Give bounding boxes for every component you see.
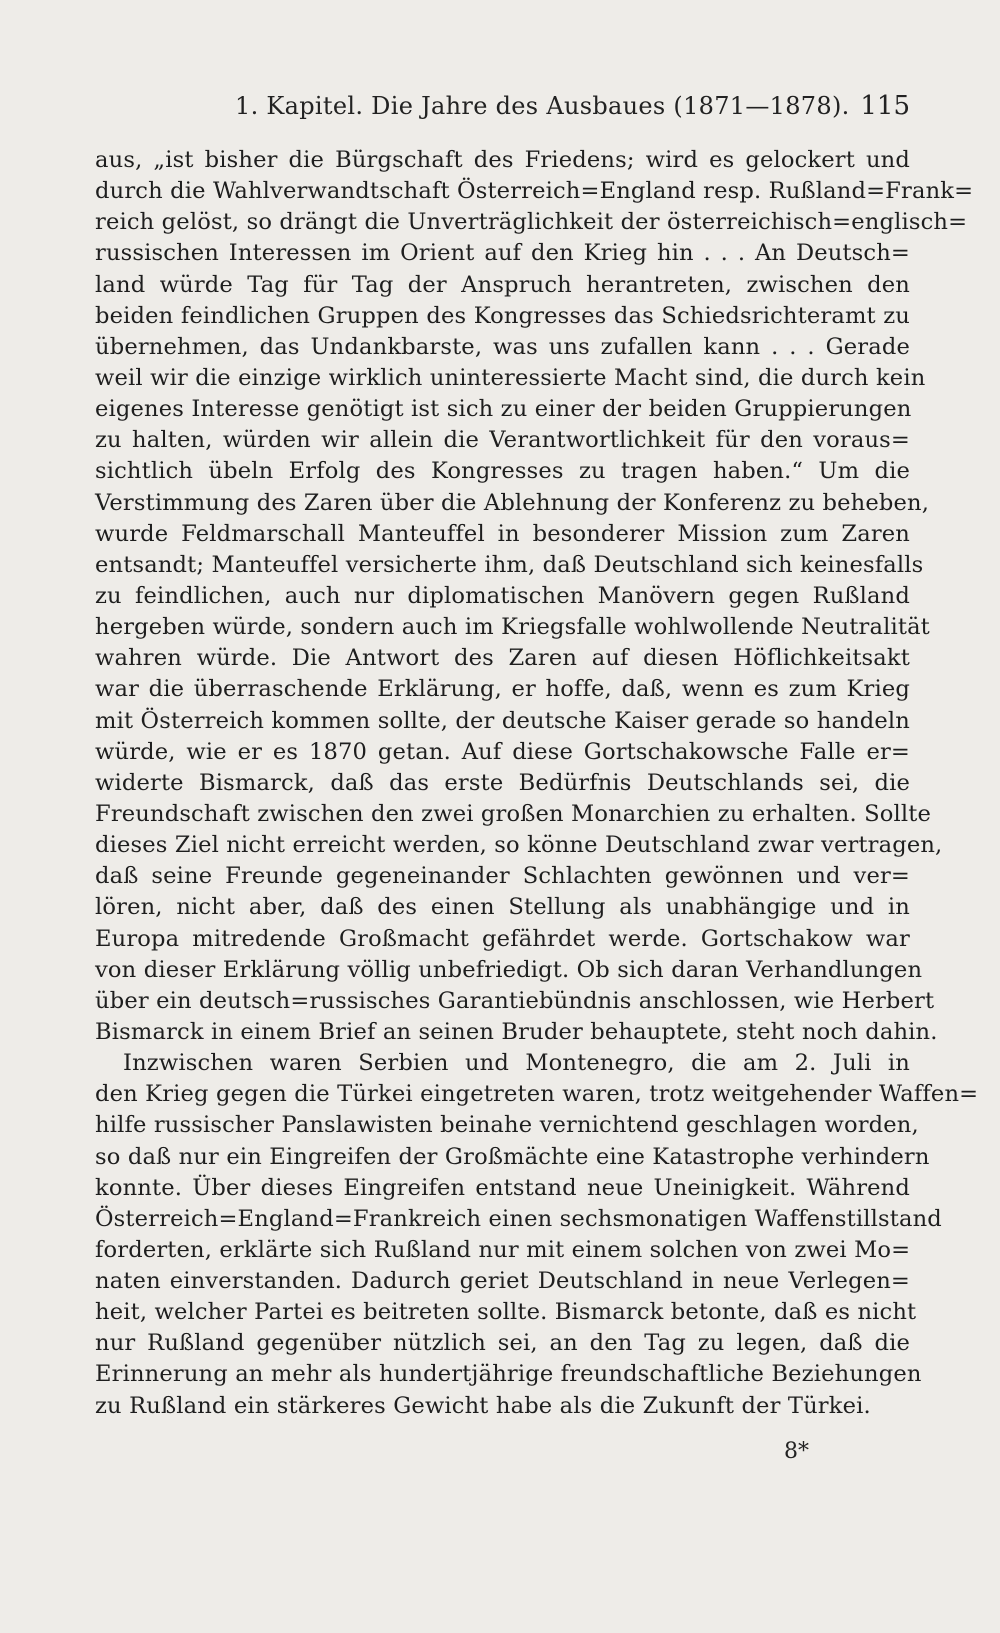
text-line: naten einverstanden. Dadurch geriet Deutschland in neue Verlegen= — [95, 1268, 910, 1295]
text-line: wurde Feldmarschall Manteuffel in besonderer Mission zum Zaren — [95, 520, 910, 547]
paragraph-1 — [95, 145, 974, 1048]
text-line: forderten, erklärte sich Rußland nur mit einem solchen von zwei Mo= — [95, 1236, 911, 1263]
text-line: aus, „ist bisher die Bürgschaft des Friedens; wird es gelockert und — [95, 147, 910, 173]
text-line: russischen Interessen im Orient auf den Krieg hin . . . An Deutsch= — [95, 240, 910, 267]
text-line: dieses Ziel nicht erreicht werden, so könne Deutschland zwar vertragen, — [95, 832, 943, 859]
signature-mark: 8* — [784, 1439, 809, 1464]
page-header — [95, 86, 910, 126]
text-line: hilfe russischer Panslawisten beinahe vernichtend geschlagen worden, — [95, 1112, 919, 1139]
text-line: Freundschaft zwischen den zwei großen Monarchien zu erhalten. Sollte — [95, 800, 932, 827]
text-line: weil wir die einzige wirklich uninteressierte Macht sind, die durch kein — [95, 364, 926, 391]
text-line: reich gelöst, so drängt die Unverträglichkeit der österreichisch=englisch= — [95, 209, 968, 236]
text-line: zu feindlichen, auch nur diplomatischen Manövern gegen Rußland — [95, 582, 910, 609]
page-number: 115 — [860, 91, 910, 121]
text-line: Erinnerung an mehr als hundertjährige freundschaftliche Beziehungen — [95, 1361, 922, 1388]
body-text — [95, 145, 979, 1422]
paragraph-2 — [95, 1048, 979, 1422]
text-line: über ein deutsch=russisches Garantiebündnis anschlossen, wie Herbert — [95, 987, 935, 1014]
text-line: zu halten, würden wir allein die Verantwortlichkeit für den voraus= — [95, 427, 910, 454]
text-line: übernehmen, das Undankbarste, was uns zufallen kann . . . Gerade — [95, 333, 910, 360]
text-line: würde, wie er es 1870 getan. Auf diese Gortschakowsche Falle er= — [95, 738, 910, 765]
text-line: war die überraschende Erklärung, er hoffe, daß, wenn es zum Krieg — [95, 676, 910, 703]
text-line: wahren würde. Die Antwort des Zaren auf diesen Höflichkeitsakt — [95, 645, 910, 672]
text-line: Bismarck in einem Brief an seinen Bruder behauptete, steht noch dahin. — [95, 1018, 938, 1045]
text-line: daß seine Freunde gegeneinander Schlachten gewönnen und ver= — [95, 863, 910, 890]
text-line: Verstimmung des Zaren über die Ablehnung der Konferenz zu beheben, — [95, 489, 930, 516]
text-line: widerte Bismarck, daß das erste Bedürfnis Deutschlands sei, die — [95, 769, 910, 796]
text-line: Österreich=England=Frankreich einen sechsmonatigen Waffenstillstand — [95, 1205, 942, 1232]
text-line: den Krieg gegen die Türkei eingetreten waren, trotz weitgehender Waffen= — [95, 1081, 979, 1108]
text-line: konnte. Über dieses Eingreifen entstand neue Uneinigkeit. Während — [95, 1174, 910, 1201]
text-line: heit, welcher Partei es beitreten sollte. Bismarck betonte, daß es nicht — [95, 1299, 917, 1326]
text-line: land würde Tag für Tag der Anspruch herantreten, zwischen den — [95, 271, 910, 298]
text-line: sichtlich übeln Erfolg des Kongresses zu tragen haben.“ Um die — [95, 458, 910, 485]
text-line: hergeben würde, sondern auch im Kriegsfalle wohlwollende Neutralität — [95, 614, 930, 641]
text-line: entsandt; Manteuffel versicherte ihm, daß Deutschland sich keinesfalls — [95, 551, 924, 578]
text-line: durch die Wahlverwandtschaft Österreich=England resp. Rußland=Frank= — [95, 178, 974, 205]
text-line: eigenes Interesse genötigt ist sich zu einer der beiden Gruppierungen — [95, 396, 912, 423]
text-line: lören, nicht aber, daß des einen Stellung als unabhängige und in — [95, 894, 910, 921]
text-line: mit Österreich kommen sollte, der deutsche Kaiser gerade so handeln — [95, 707, 910, 734]
text-line: beiden feindlichen Gruppen des Kongresses das Schiedsrichteramt zu — [95, 302, 910, 329]
text-line: von dieser Erklärung völlig unbefriedigt. Ob sich daran Verhandlungen — [95, 956, 923, 983]
text-line: nur Rußland gegenüber nützlich sei, an den Tag zu legen, daß die — [95, 1330, 910, 1357]
running-head: 1. Kapitel. Die Jahre des Ausbaues (1871—1878). — [235, 92, 850, 120]
text-line: Inzwischen waren Serbien und Montenegro, die am 2. Juli in — [123, 1050, 910, 1077]
text-line: so daß nur ein Eingreifen der Großmächte eine Katastrophe verhindern — [95, 1143, 930, 1170]
text-line: Europa mitredende Großmacht gefährdet werde. Gortschakow war — [95, 925, 910, 952]
text-line: zu Rußland ein stärkeres Gewicht habe als die Zukunft der Türkei. — [95, 1392, 871, 1419]
